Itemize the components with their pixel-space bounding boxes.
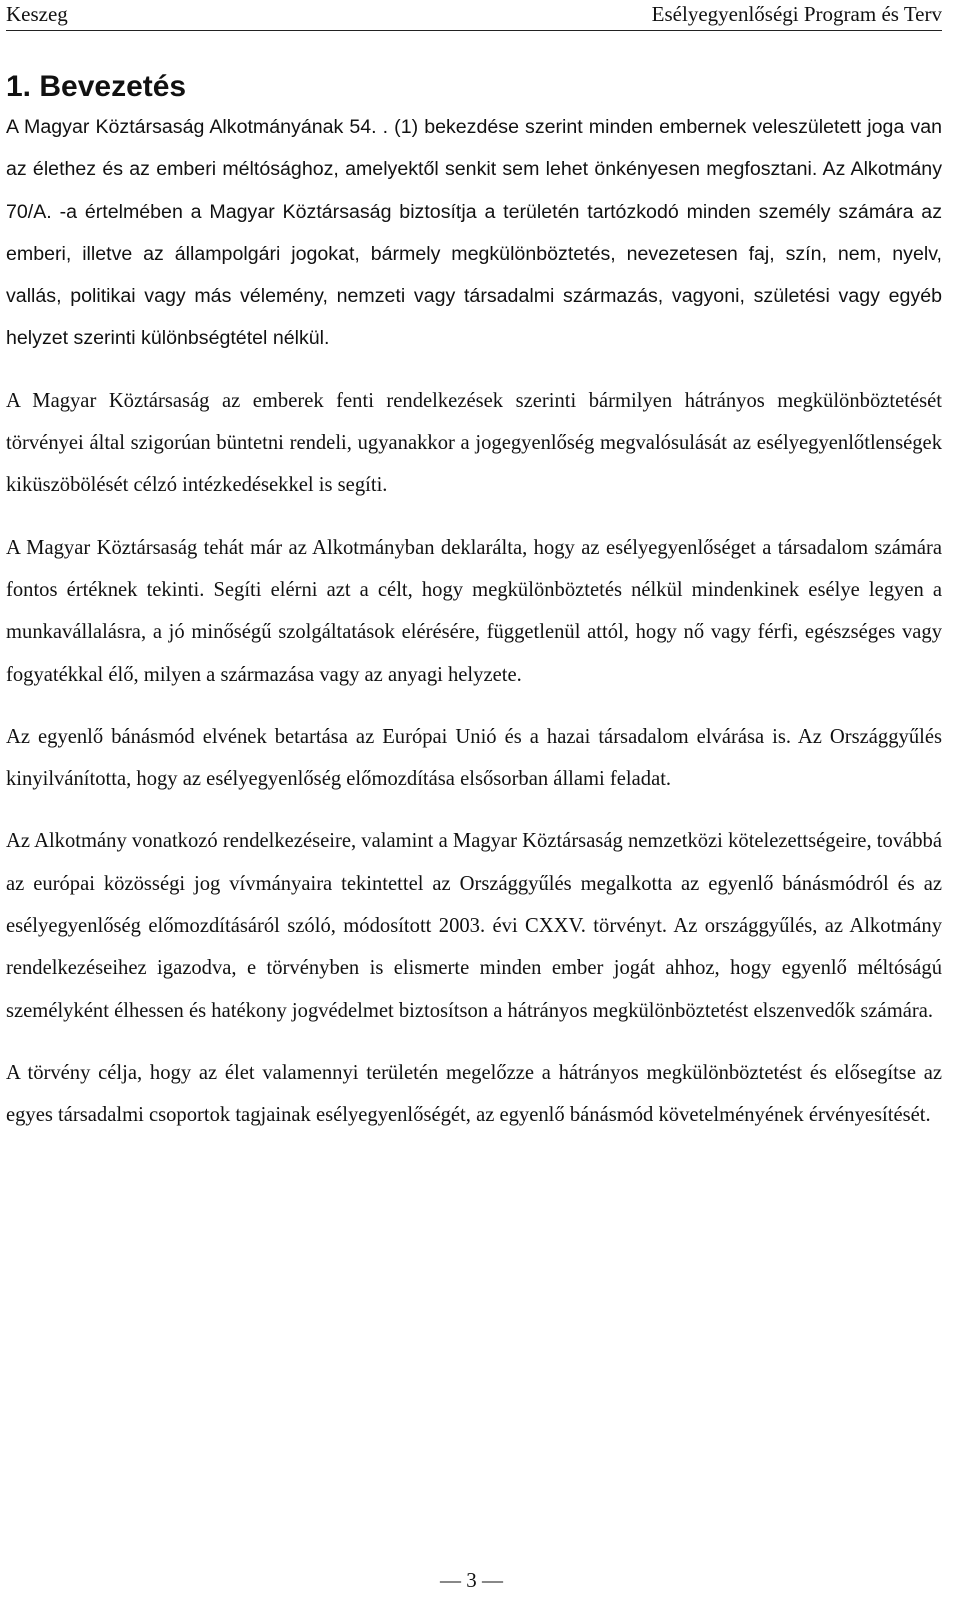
section-heading: 1. Bevezetés	[6, 70, 187, 103]
running-header	[6, 0, 942, 31]
header-left-text: Keszeg	[6, 2, 68, 26]
paragraph-2: A Magyar Köztársaság az emberek fenti rendelkezések szerinti bármilyen hátrányos megkülönböztetését törvényei által szigorúan büntetni rendeli, ugyanakkor a jogegyenlőség megvalósulását az esélyegyenlőtlenségek kiküszöbölését célzó intézkedésekkel is segíti.	[6, 389, 942, 497]
paragraph-4: Az egyenlő bánásmód elvének betartása az Európai Unió és a hazai társadalom elvárása is. Az Országgyűlés kinyilvánította, hogy az esélyegyenlőség előmozdítása elsősorban állami feladat.	[6, 725, 942, 791]
paragraph-6: A törvény célja, hogy az élet valamennyi területén megelőzze a hátrányos megkülönböztetést és elősegítse az egyes társadalmi csoportok tagjainak esélyegyenlőségét, az egyenlő bánásmód követelményének érvényesítését.	[6, 1061, 942, 1127]
paragraph-1: A Magyar Köztársaság Alkotmányának 54. . (1) bekezdése szerint minden embernek veleszületett joga van az élethez és az emberi méltósághoz, amelyektől senkit sem lehet önkényesen megfosztani. Az Alkotmány 70/A. -a értelmében a Magyar Köztársaság biztosítja a területén tartózkodó minden személy számára az emberi, illetve az állampolgári jogokat, bármely megkülönböztetés, nevezetesen faj, szín, nem, nyelv, vallás, politikai vagy más vélemény, nemzeti vagy társadalmi származás, vagyoni, születési vagy egyéb helyzet szerinti különbségtétel nélkül.	[6, 116, 942, 350]
paragraph-3: A Magyar Köztársaság tehát már az Alkotmányban deklarálta, hogy az esélyegyenlőséget a társadalom számára fontos értéknek tekinti. Segíti elérni azt a célt, hogy megkülönböztetés nélkül mindenkinek esélye legyen a munkavállalásra, a jó minőségű szolgáltatások elérésére, függetlenül attól, hogy nő vagy férfi, egészséges vagy fogyatékkal élő, milyen a származása vagy az anyagi helyzete.	[6, 536, 942, 686]
page-number: — 3 —	[440, 1568, 503, 1592]
document-body	[6, 68, 942, 1157]
header-right-text: Esélyegyenlőségi Program és Terv	[651, 2, 942, 26]
paragraph-5: Az Alkotmány vonatkozó rendelkezéseire, valamint a Magyar Köztársaság nemzetközi kötelezettségeire, továbbá az európai közösségi jog vívmányaira tekintettel az Országgyűlés megalkotta az egyenlő bánásmódról és az esélyegyenlőség előmozdításáról szóló, módosított 2003. évi CXXV. törvényt. Az országgyűlés, az Alkotmány rendelkezéseihez igazodva, e törvényben is elismerte minden ember jogát ahhoz, hogy egyenlő méltóságú személyként élhessen és hatékony jogvédelmet biztosítson a hátrányos megkülönböztetést elszenvedők számára.	[6, 830, 942, 1022]
